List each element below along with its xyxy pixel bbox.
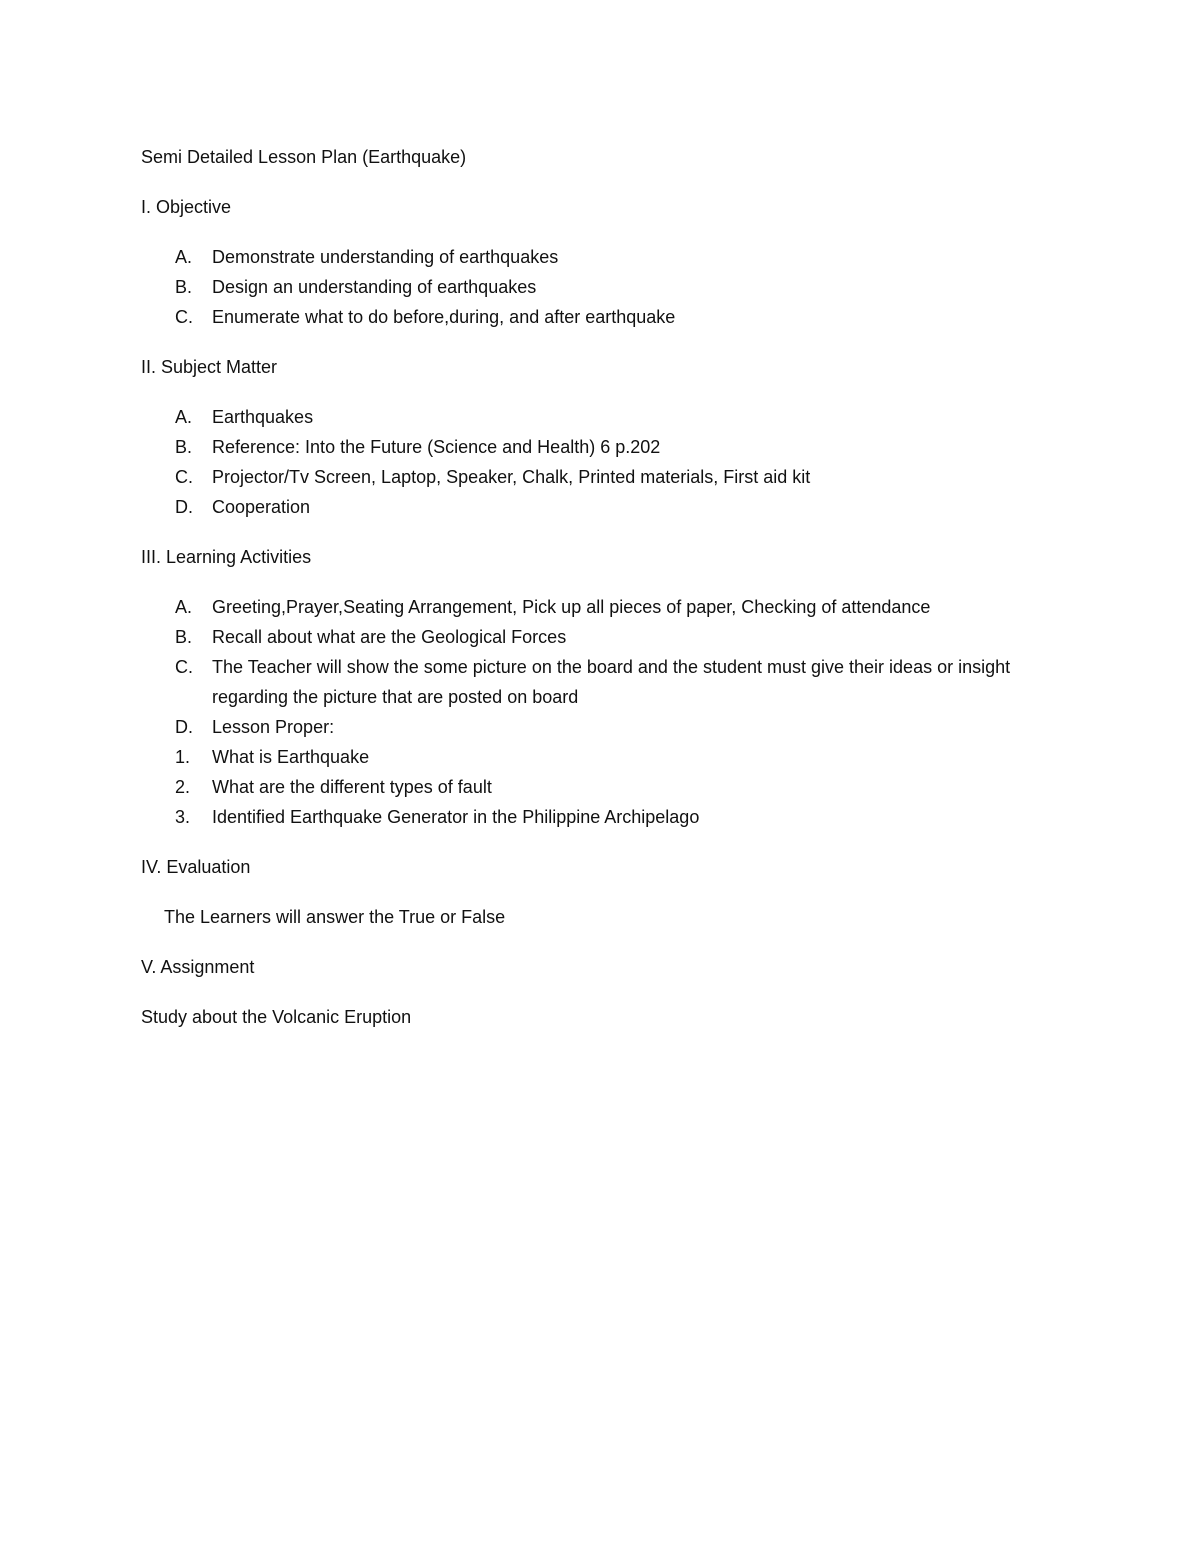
list-item-text: Identified Earthquake Generator in the Philippine Archipelago xyxy=(212,807,700,827)
list-item-text: Earthquakes xyxy=(212,407,314,427)
evaluation-text: The Learners will answer the True or False xyxy=(164,907,506,927)
list-item-text: Projector/Tv Screen, Laptop, Speaker, Chalk, Printed materials, First aid kit xyxy=(212,467,811,487)
list-item xyxy=(141,402,1071,432)
list-marker: C. xyxy=(175,307,193,327)
list-item xyxy=(141,272,1071,302)
evaluation-heading: IV. Evaluation xyxy=(141,857,251,877)
list-item xyxy=(141,492,1071,522)
subject-matter-list xyxy=(141,402,1071,522)
document-title: Semi Detailed Lesson Plan (Earthquake) xyxy=(141,147,467,167)
assignment-text: Study about the Volcanic Eruption xyxy=(141,1007,412,1027)
list-marker: 2. xyxy=(175,777,191,797)
list-item-text: Demonstrate understanding of earthquakes xyxy=(212,247,559,267)
list-item xyxy=(141,242,1071,272)
list-marker: 3. xyxy=(175,807,191,827)
list-marker: B. xyxy=(175,437,193,457)
list-marker: B. xyxy=(175,627,193,647)
list-item-text: What are the different types of fault xyxy=(212,777,492,797)
learning-activities-heading: III. Learning Activities xyxy=(141,547,312,567)
list-item xyxy=(141,712,1071,742)
list-item xyxy=(141,772,1071,802)
objective-heading: I. Objective xyxy=(141,197,232,217)
list-item-text: Design an understanding of earthquakes xyxy=(212,277,537,297)
list-item xyxy=(141,592,1071,622)
list-marker: 1. xyxy=(175,747,191,767)
list-item xyxy=(141,432,1071,462)
learning-activities-list xyxy=(141,592,1071,832)
list-item xyxy=(141,652,1071,712)
list-item-text: The Teacher will show the some picture on the board and the student must give their ideas or insight regarding the picture that are posted on board xyxy=(212,657,1011,707)
objective-list xyxy=(141,242,1071,332)
list-item xyxy=(141,462,1071,492)
list-item xyxy=(141,742,1071,772)
list-marker: C. xyxy=(175,657,193,677)
list-marker: D. xyxy=(175,717,193,737)
list-item-text: Reference: Into the Future (Science and Health) 6 p.202 xyxy=(212,437,661,457)
list-item xyxy=(141,802,1071,832)
list-marker: A. xyxy=(175,247,193,267)
list-item-text: Enumerate what to do before,during, and after earthquake xyxy=(212,307,676,327)
list-marker: D. xyxy=(175,497,193,517)
list-marker: A. xyxy=(175,597,193,617)
list-item-text: Cooperation xyxy=(212,497,311,517)
list-marker: A. xyxy=(175,407,193,427)
list-marker: B. xyxy=(175,277,193,297)
list-item-text: Lesson Proper: xyxy=(212,717,335,737)
list-item-text: What is Earthquake xyxy=(212,747,370,767)
document-body xyxy=(141,142,1071,1052)
list-item xyxy=(141,302,1071,332)
assignment-heading: V. Assignment xyxy=(141,957,255,977)
subject-matter-heading: II. Subject Matter xyxy=(141,357,278,377)
list-marker: C. xyxy=(175,467,193,487)
list-item-text: Greeting,Prayer,Seating Arrangement, Pick up all pieces of paper, Checking of attendance xyxy=(212,597,931,617)
list-item-text: Recall about what are the Geological Forces xyxy=(212,627,567,647)
list-item xyxy=(141,622,1071,652)
